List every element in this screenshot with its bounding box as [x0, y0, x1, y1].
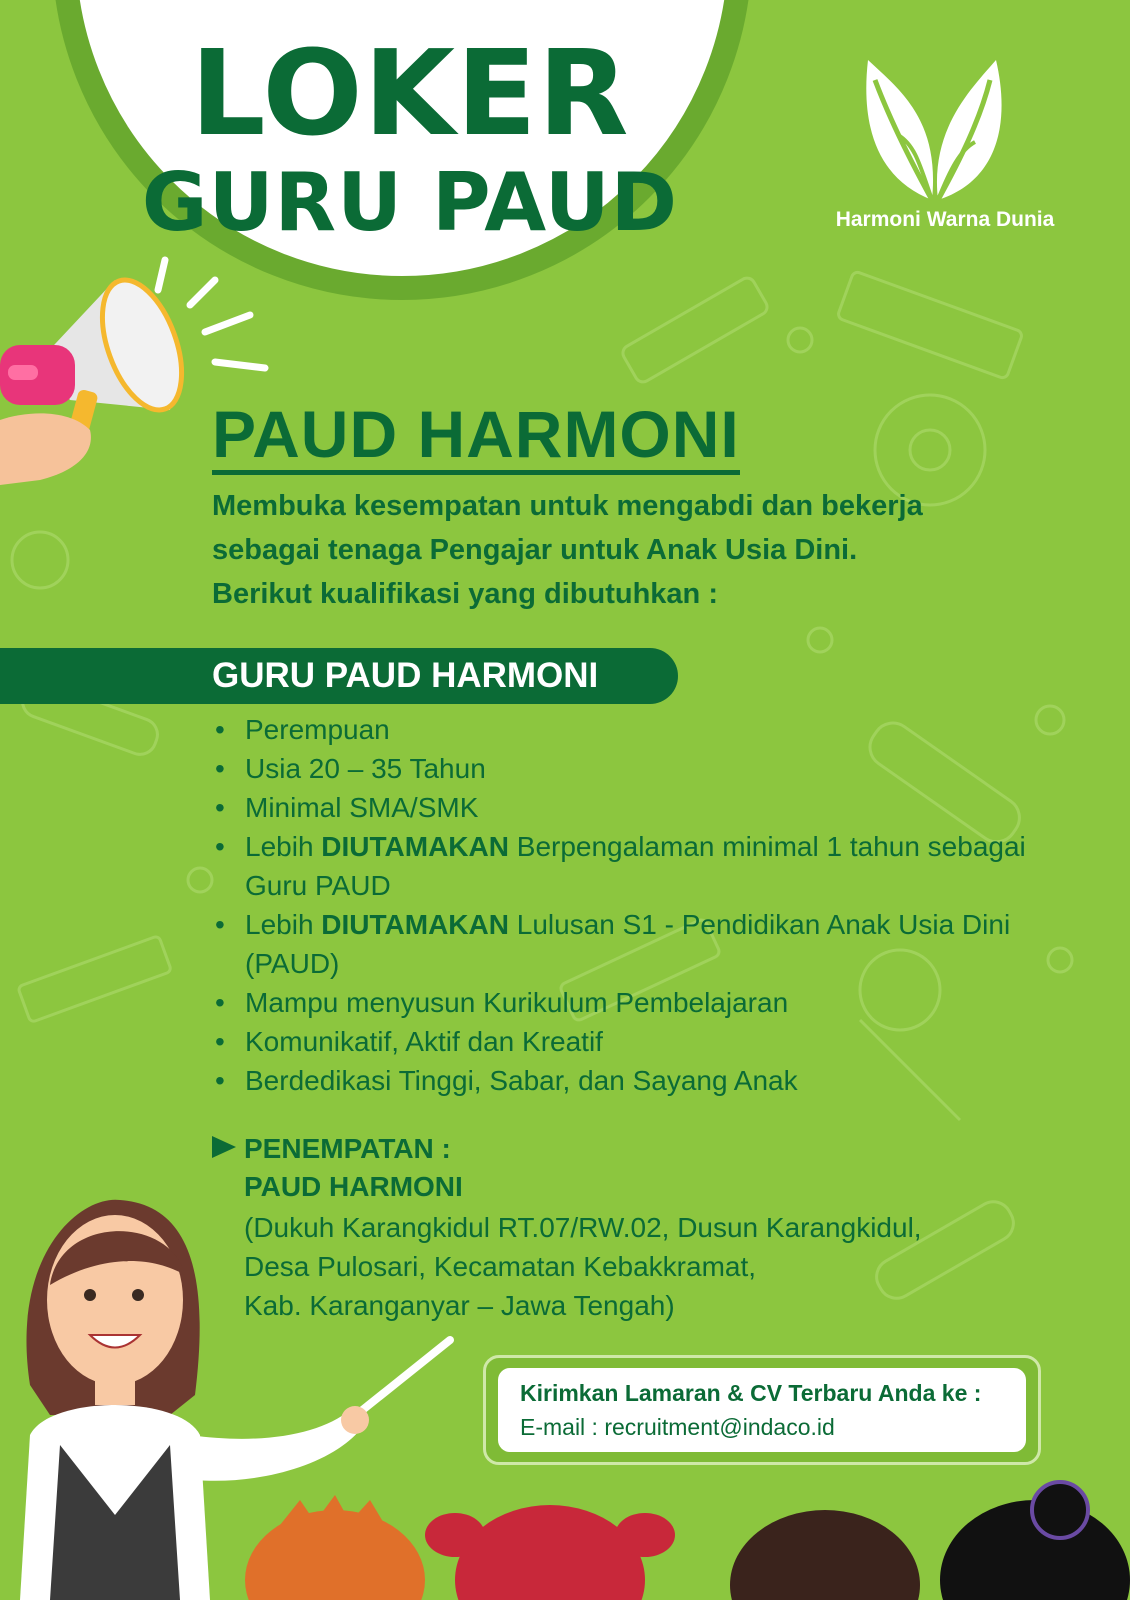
intro-text	[212, 484, 1092, 616]
list-item: • Lebih DIUTAMAKAN Lulusan S1 - Pendidikan Anak Usia Dini (PAUD)	[215, 905, 1075, 983]
address-line-2: Desa Pulosari, Kecamatan Kebakkramat,	[244, 1251, 757, 1282]
arrow-right-icon	[212, 1136, 236, 1158]
contact-email: E-mail : recruitment@indaco.id	[520, 1414, 835, 1440]
contact-heading: Kirimkan Lamaran & CV Terbaru Anda ke :	[520, 1380, 982, 1406]
list-item: • Berdedikasi Tinggi, Sabar, dan Sayang Anak	[215, 1061, 1075, 1100]
contact-box	[498, 1368, 1026, 1452]
list-item: • Usia 20 – 35 Tahun	[215, 749, 1075, 788]
intro-line-2: sebagai tenaga Pengajar untuk Anak Usia Dini.	[212, 534, 858, 566]
leaf-logo-icon	[820, 50, 1070, 210]
list-item: • Mampu menyusun Kurikulum Pembelajaran	[215, 983, 1075, 1022]
intro-line-1: Membuka kesempatan untuk mengabdi dan bekerja	[212, 490, 923, 522]
logo-text: Harmoni Warna Dunia	[835, 208, 1055, 231]
title-guru-paud: GURU PAUD	[141, 156, 679, 249]
placement-label: PENEMPATAN :	[244, 1133, 451, 1164]
org-name: PAUD HARMONI	[212, 398, 740, 475]
position-title: GURU PAUD HARMONI	[212, 656, 599, 695]
position-title-bar	[0, 648, 678, 704]
list-item: • Minimal SMA/SMK	[215, 788, 1075, 827]
logo	[820, 50, 1070, 250]
title-loker: LOKER	[190, 24, 630, 162]
address-line-3: Kab. Karanganyar – Jawa Tengah)	[244, 1290, 675, 1321]
intro-line-3: Berikut kualifikasi yang dibutuhkan :	[212, 578, 718, 610]
placement-name: PAUD HARMONI	[244, 1171, 463, 1202]
address-line-1: (Dukuh Karangkidul RT.07/RW.02, Dusun Karangkidul,	[244, 1212, 922, 1243]
requirements-list	[215, 710, 1075, 1100]
contact-panel	[483, 1355, 1041, 1465]
list-item: • Lebih DIUTAMAKAN Berpengalaman minimal 1 tahun sebagai Guru PAUD	[215, 827, 1075, 905]
list-item: • Komunikatif, Aktif dan Kreatif	[215, 1022, 1075, 1061]
list-item: • Perempuan	[215, 710, 1075, 749]
children-heads-illustration	[240, 1480, 1130, 1600]
